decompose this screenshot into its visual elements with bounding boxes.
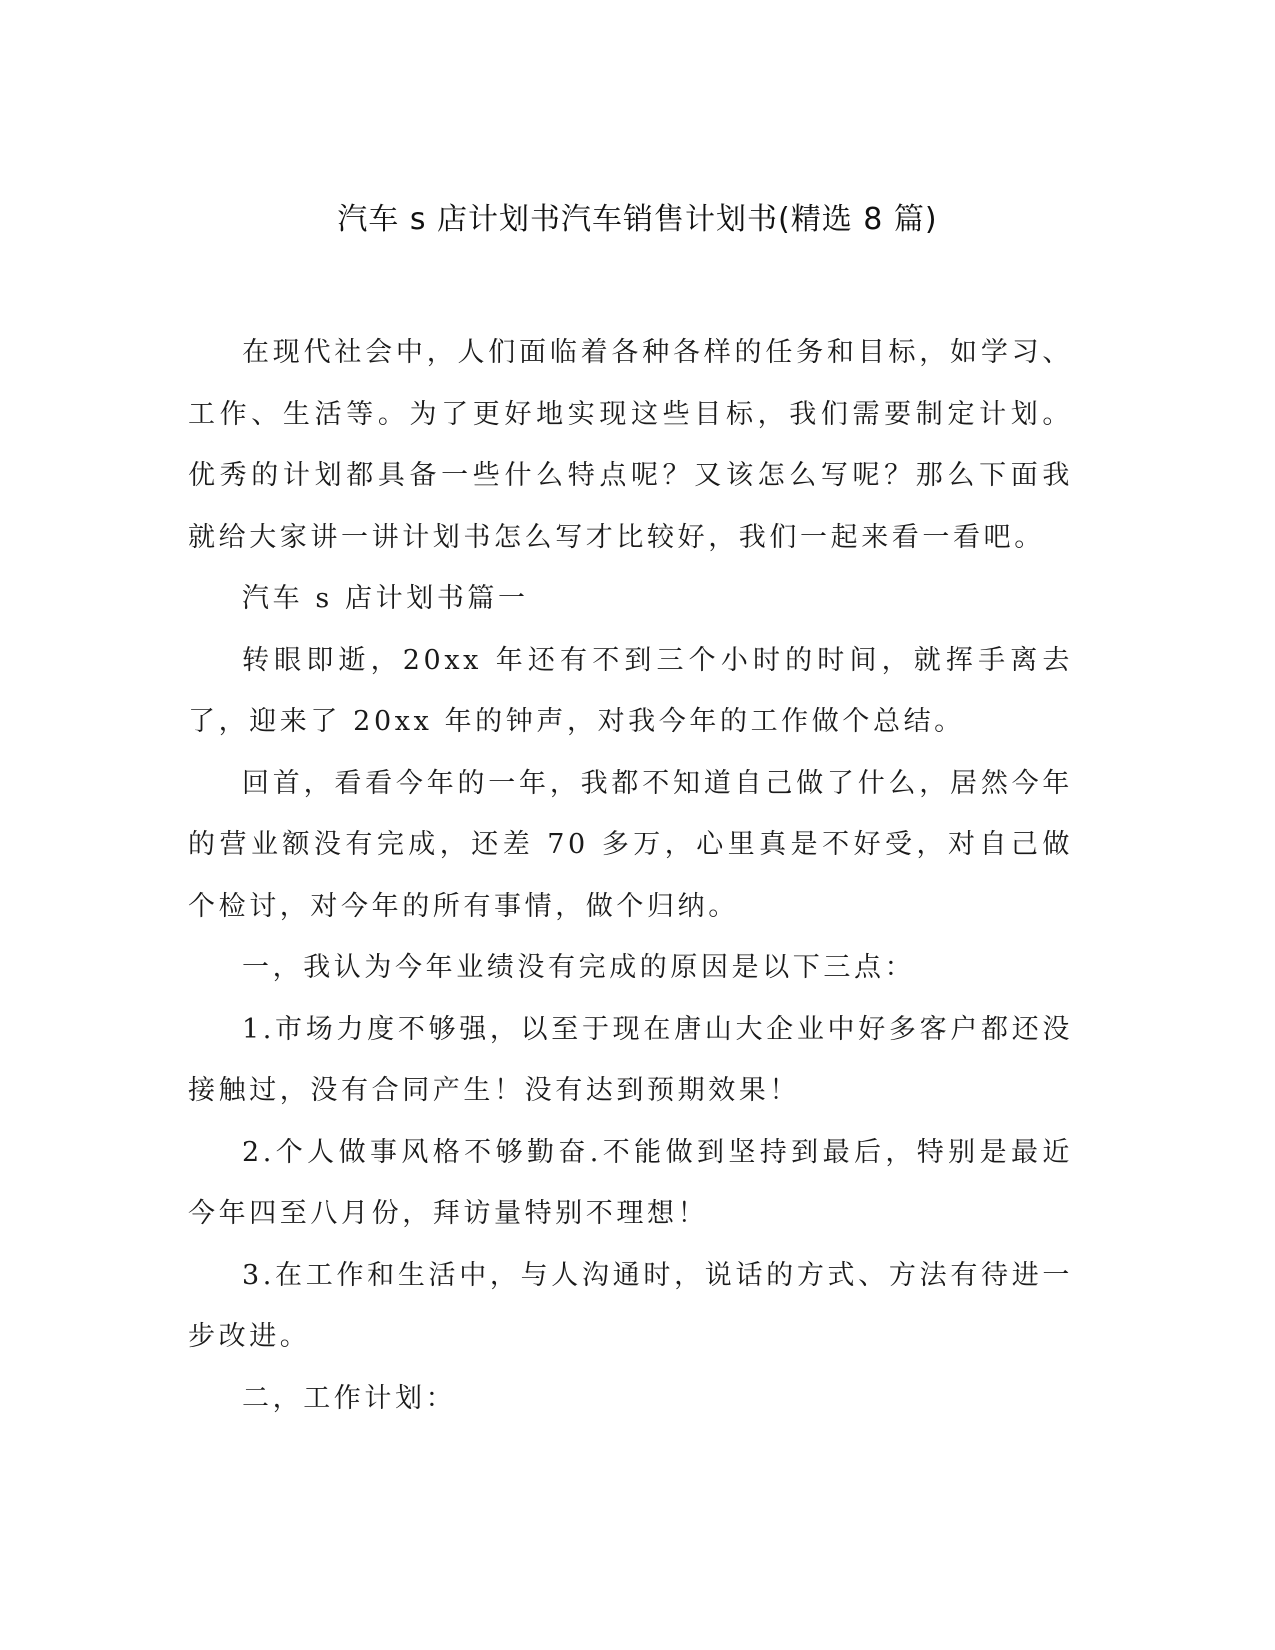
list-item-reason-3: 3.在工作和生活中，与人沟通时，说话的方式、方法有待进一步改进。 [188, 1259, 1073, 1352]
paragraph-intro: 在现代社会中，人们面临着各种各样的任务和目标，如学习、工作、生活等。为了更好地实现这些目标，我们需要制定计划。优秀的计划都具备一些什么特点呢？又该怎么写呢？那么下面我就给大家讲一讲计划书怎么写才比较好，我们一起来看一看吧。 [188, 337, 1073, 553]
list-item-reason-2: 2.个人做事风格不够勤奋.不能做到坚持到最后，特别是最近今年四至八月份，拜访量特别不理想！ [188, 1136, 1073, 1229]
paragraph-reasons-heading: 一，我认为今年业绩没有完成的原因是以下三点： [242, 952, 916, 983]
section-heading-part-one: 汽车 s 店计划书篇一 [242, 583, 529, 614]
list-item-reason-1: 1.市场力度不够强，以至于现在唐山大企业中好多客户都还没接触过，没有合同产生！没有达到预期效果！ [188, 1013, 1073, 1106]
paragraph: 回首，看看今年的一年，我都不知道自己做了什么，居然今年的营业额没有完成，还差 70 多万，心里真是不好受，对自己做个检讨，对今年的所有事情，做个归纳。 [188, 767, 1073, 922]
paragraph: 转眼即逝，20xx 年还有不到三个小时的时间，就挥手离去了，迎来了 20xx 年的钟声，对我今年的工作做个总结。 [188, 644, 1073, 737]
paragraph-work-plan-heading: 二，工作计划： [242, 1382, 457, 1414]
document-body [188, 322, 1073, 1429]
document-title: 汽车 s 店计划书汽车销售计划书(精选 8 篇) [337, 202, 938, 237]
